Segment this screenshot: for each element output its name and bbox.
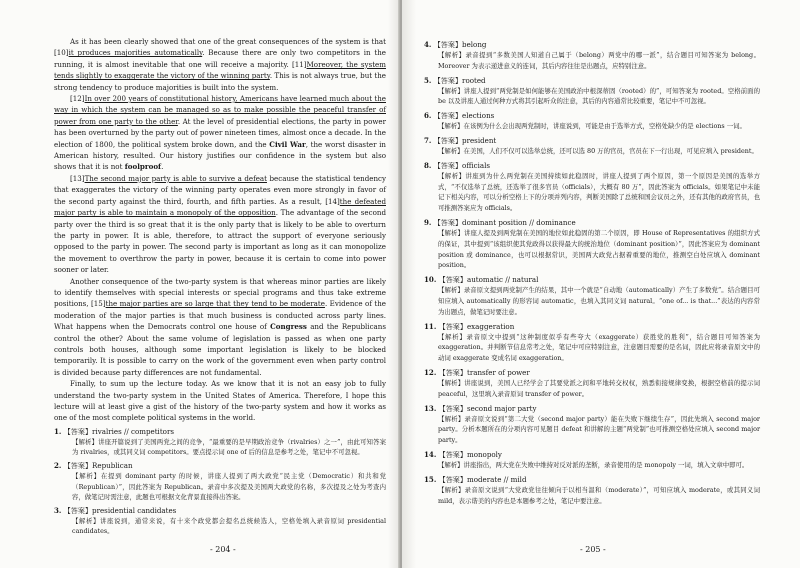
text-span: , the worst disaster in American history, resulted. Our history justifies our confidence in the system but also shows that it is not [54,139,386,172]
answer-tag: 【答案】 [63,505,93,515]
bold-term: foolproof [124,162,162,172]
answer-tag: 【答案】 [433,111,463,121]
answer-text: elections [462,111,495,121]
lecture-transcript [54,36,386,424]
page-number-left: - 204 - [210,545,236,554]
underlined-phrase: it produces majorities automatically [68,48,203,58]
answer-number: 9. [424,217,432,227]
answer-item [424,449,760,460]
answer-number: 14. [424,449,437,459]
underlined-phrase: the major parties are so large that they tend to be moderate [105,299,325,309]
answer-number: 3. [54,505,62,515]
answer-text: rooted [462,75,486,85]
answer-item [54,505,386,516]
text-span: because the statistical tendency that exaggerates the victory of the winning party operates even more strongly in favor of the second party against the third, fourth, and fifth parties. As a result, [14] [54,173,386,206]
answer-item [424,321,760,332]
text-span: Another consequence of the two-party system is that whereas minor parties are likely to identify themselves with special interests or special programs and thus take extreme positions, [15] [54,276,386,309]
transcript-paragraph [54,173,386,276]
answer-text: exaggeration [466,321,515,331]
underlined-phrase: Moreover, the system tends slightly to exaggerate the victory of the winning party [54,59,386,81]
answer-explanation: 【解析】讲座开篇说到了美国两党之间的竞争，“最重要的是早期政治竞争（rivalries）之一”，由此可知答案为 rivalries，或其同义词 competitors。要点提示词 one of 后的信息是参考之处，笔记中不可忽视。 [72,437,386,457]
answer-tag: 【答案】 [438,367,467,377]
answer-explanation: 【解析】录音原文中提到“这种制度似乎有些夸大（exaggerate）获胜党的胜利”，结合题目可知答案为 exaggeration。并判断节信息常考之处，笔记中可应特别注意，注意题目需要的是名词，因此应将录音原文中的动词 exaggerate 变成名词 exaggeration。 [438,332,760,363]
answer-item [424,367,760,378]
text-span: [13] [70,173,85,183]
answer-explanation: 【解析】讲座人提及到两党制在美国的地位如此稳固的第二个原因，即 House of Representatives 的组织方式的保证，其中提到“该组织使其党政得以获得最大的统治地位（dominant position）”，因此答案应为 dominant position 或 dominance，也可以根据常识，美国两大政党占据着重要的地位，推测空白处应填入 dominant position。 [438,228,760,270]
answer-list-right [424,39,760,506]
answer-tag: 【答案】 [433,40,463,49]
answer-number: 6. [424,111,432,121]
answer-tag: 【答案】 [433,75,463,85]
answer-item [424,160,760,171]
answer-explanation: 【解析】录音原文说到“大党政党往往倾向于以相当温和（moderate）”，可知应填入 moderate，或其同义词 mild，表示谐美的内容也是本题参考之处，笔记中要注意。 [438,485,760,505]
answer-text: president [462,135,497,145]
answer-text: officials [462,160,491,170]
answer-text: automatic // natural [466,275,539,285]
answer-tag: 【答案】 [433,160,463,170]
answer-text: rivalries // competitors [92,426,174,436]
answer-item [424,474,760,485]
answer-tag: 【答案】 [433,135,463,145]
underlined-phrase: The second major party is able to survive a defeat [84,173,267,183]
answer-explanation: 【解析】录音提到“多数美国人知道自己属于（belong）两党中的哪一派”，结合题目可知答案为 belong。Moreover 为表示递进意义的连词，其后内容往往是出题点，应特别注意。 [438,51,760,70]
answer-text: monopoly [466,449,502,459]
transcript-paragraph [54,378,386,424]
text-span: . The advantage of the second party over the third is so great that it is the only party that is likely to be able to overturn the party in power. It is able, therefore, to attract the support of everyone seriously opposed to the party in power. The second party is important as long as it can monopolize the movement to overthrow the party in power, because it is certain to come into power sooner or later. [54,208,386,275]
text-span: . This is not always true, but the strong tendency to produce majorities is built into the system. [54,71,387,92]
answer-number: 12. [424,367,437,377]
answer-item [54,426,386,437]
answer-text: Republican [92,461,133,470]
answer-item [424,403,760,414]
answer-item [54,460,386,471]
answer-item [424,39,760,50]
answer-number: 13. [424,403,437,413]
answer-explanation: 【解析】讲座说到，美国人已经学会了其要党派之间和平地转交权权，熟悉衔接规律变换，根据空格前的提示词 peaceful，这里填入录音原词 transfer of power。 [438,378,760,398]
answer-explanation: 【解析】在该例为什么会出现两党制时，讲座说到，可能是由于选举方式，空格处缺少的是 elections 一词。 [438,122,746,131]
bold-term: Civil War [269,139,306,149]
transcript-paragraph [54,93,386,173]
answer-explanation: 【解析】在美国，人们不仅可以选举总统，还可以选 80 万的官员，官员在下一行出现，可见应填入 president。 [438,146,758,155]
answer-text: moderate // mild [466,474,527,484]
text-span: [12] [70,94,85,104]
underlined-phrase: In over 200 years of constitutional history, Americans have learned much about the way in which the system can be managed so as to make possible the peaceful transfer of power from one party to the other [54,94,386,126]
answer-number: 4. [424,40,432,49]
answer-explanation: 【解析】讲座说到，通常来说，有十来个政党都会提名总统候选人，空格处填入录音原词 presidential candidates。 [72,516,386,536]
answer-list-left [54,426,386,537]
answer-text: dominant position // dominance [462,217,576,227]
answer-number: 5. [424,75,432,85]
answer-number: 1. [54,426,62,436]
answer-number: 7. [424,135,432,145]
answer-tag: 【答案】 [438,321,467,331]
answer-tag: 【答案】 [438,449,467,459]
right-page [402,0,800,568]
answer-explanation: 【解析】讲座人提到“两党制是如何能够在美国政治中根深蒂固（rooted）的”，可知答案为 rooted。空格前面的 be 以及讲座人通过何种方式将其引起听众的注意，其后的内容通常比较重要，笔记中不可忽视。 [438,86,760,106]
answer-number: 2. [54,461,62,470]
answer-tag: 【答案】 [63,426,93,436]
answer-item [424,75,760,86]
underlined-phrase: the defeated major party is able to maintain a monopoly of the opposition [54,196,386,218]
answer-explanation: 【解析】录音原文提到两党制产生的结果，其中一个就是“自动地（automatically）产生了多数党”。结合题目可知应填入 automatically 的形容词 automatic，也填入其同义词 natural。“one of... is that...”表达的内容常为出题点，做笔记时要注意。 [438,286,760,316]
answer-text: transfer of power [466,367,530,377]
answer-explanation: 【解析】在提到 dominant party 的时候，讲座人提到了两大政党“民主党（Democratic）和共和党（Republican）”，因此答案为 Republican。录音中多次提及美国两大政党的名称，多次提及之处为考查内容，做笔记时需注意，此题也可根据文化背景直接得出答案。 [72,472,386,502]
answer-tag: 【答案】 [63,461,93,470]
answer-tag: 【答案】 [438,275,467,285]
text-span: . Evidence of the moderation of the major parties is that much business is conducted across party lines. What happens when the Democrats control one house of [54,299,387,332]
answer-text: belong [462,40,487,49]
answer-number: 10. [424,275,437,285]
answer-tag: 【答案】 [438,403,467,413]
answer-text: presidential candidates [92,505,177,515]
text-span: . Because there are only two competitors in the running, it is almost inevitable that one will receive a majority. [11] [54,48,386,69]
answer-text: second major party [466,403,537,413]
answer-item [424,110,760,121]
answer-explanation: 【解析】讲座指出，两大党在失败中维持对反对派的垄断，录音使用的是 monopoly 一词，填入文章中即可。 [438,460,749,469]
answer-number: 15. [424,474,437,484]
answer-explanation: 【解析】录音原文说到“第二大党（second major party）能在失败下继续生存”，因此先填入 second major party。分析本题所在的分项内容可见题目 defeat 和讲解的主题“两党制”也可推测空格处应填入 second major party。 [438,414,760,445]
transcript-paragraph [54,276,386,379]
answer-number: 11. [424,321,437,331]
bold-term: Congress [270,322,307,332]
text-span: and the Republicans control the other? About the same volume of legislation is passed as when one party controls both houses, although some important legislation is likely to be blocked temporarily. It is possible to carry on the work of the government even when party control is divided because party differences are not fundamental. [54,322,386,377]
text-span: . At the level of presidential elections, the party in power has been overturned by the party out of power nineteen times, almost once a decade. In the election of 1800, the political system broke down, and the [54,116,387,149]
answer-tag: 【答案】 [438,474,467,484]
answer-item [424,135,760,146]
answer-explanation: 【解析】讲座到为什么两党制在美国持续如此稳固时，讲座人提到了两个原因，第一个原因是美国的选举方式，“不仅选举了总统，还选举了很多官员（officials），大概有 80 万”，因此答案为 officials。如果笔记中未能记下相关内容，可以分析空格上下的分项并列内容，判断美国除了总统和国会议员之外，还有其他的政府官员，也可推测答案应为 officials。 [438,171,760,213]
answer-tag: 【答案】 [433,217,463,227]
page-number-right: - 205 - [580,545,606,554]
answer-item [424,217,760,228]
answer-number: 8. [424,160,432,170]
text-span: Finally, to sum up the lecture today. As we know that it is not an easy job to fully understand the two-party system in the United States of America. Therefore, I hope this lecture will at least give a gist of the history of the two-party system and how it works as one of the most complete political systems in the world. [54,379,386,423]
transcript-paragraph [54,36,386,93]
text-span: . [161,162,164,172]
text-span: As it has been clearly showed that one of the great consequences of the system is that [10] [54,37,386,58]
answer-item [424,274,760,285]
